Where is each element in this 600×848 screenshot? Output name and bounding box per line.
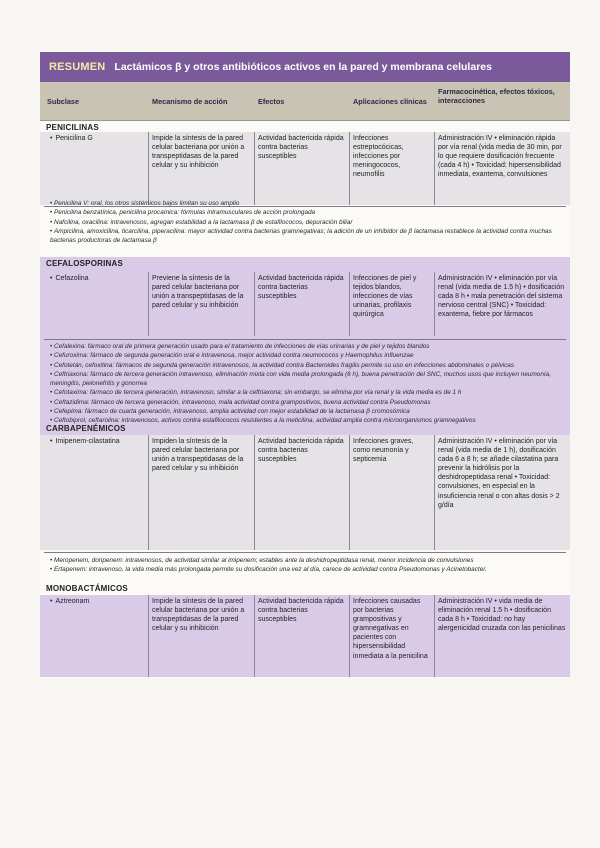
section-title-cefalosporinas: CEFALOSPORINAS	[46, 259, 124, 268]
penicilinas-efectos: Actividad bactericida rápida contra bacterias susceptibles	[258, 135, 344, 161]
divider	[349, 595, 350, 677]
summary-tag: RESUMEN	[49, 61, 106, 73]
divider	[254, 132, 255, 205]
monobactamicos-aplicaciones: Infecciones causadas por bacterias grampositivas y gramnegativas en pacientes con hipersensibilidad inmediata a la penicilina	[353, 598, 428, 660]
carbapenemicos-aplicaciones: Infecciones graves, como neumonía y septicemia	[353, 438, 414, 464]
monobactamicos-mecanismo: Impide la síntesis de la pared celular bacteriana por unión a transpeptidasas de la pared celular y su inhibición	[152, 598, 245, 633]
divider	[434, 132, 435, 205]
divider	[349, 132, 350, 205]
note-item: • Ceftobiprol, ceftarolina: intravenosos, activos contra estafilococos resistentes a la meticilina, actividad amplia contra microorganismos gramnegativos	[50, 416, 562, 425]
table-row-monobactamicos	[40, 595, 570, 677]
note-item: • Cefepima: fármaco de cuarta generación, intravenoso, amplia actividad con mejor estabilidad de la lactamasa β cromosómica	[50, 407, 562, 416]
section-title-carbapenemicos: CARBAPENÉMICOS	[46, 424, 126, 433]
col-efectos: Efectos	[258, 97, 285, 106]
note-item: • Cefotaxima: fármaco de tercera generación, intravenoso, similar a la ceftriaxona; sin embargo, se elimina por vía renal y la vida media es de 1 h	[50, 388, 562, 397]
divider	[434, 272, 435, 336]
divider	[254, 435, 255, 550]
divider	[349, 272, 350, 336]
col-mecanismo: Mecanismo de acción	[152, 97, 228, 106]
col-subclase: Subclase	[47, 97, 80, 106]
penicilinas-aplicaciones: Infecciones estreptocócicas, infecciones por meningococos, neumofilis	[353, 135, 404, 179]
carbapenemicos-mecanismo: Impiden la síntesis de la pared celular bacteriana por unión a transpeptidasas de la pared celular y su inhibición	[152, 438, 244, 473]
table-row-cefalosporinas	[40, 272, 570, 336]
penicilinas-farmacocinetica: Administración IV • eliminación rápida por vía renal (vida media de 30 min, por lo que requiere dosificación frecuente (cada 4 h) • Toxicidad: hipersensibilidad inmediata, exantema, convulsiones	[438, 135, 562, 179]
carbapenemicos-notes	[50, 556, 562, 575]
divider	[44, 552, 566, 553]
divider	[148, 272, 149, 336]
section-title-penicilinas: PENICILINAS	[46, 123, 99, 132]
note-item: • Ertapenem: intravenoso, la vida media más prolongada permite su dosificación una vez al día, carece de actividad contra Pseudomonas y Acinetobacter.	[50, 565, 562, 574]
divider	[434, 435, 435, 550]
penicilinas-mecanismo: Impide la síntesis de la pared celular bacteriana por unión a transpeptidasas de la pared celular y su inhibición	[152, 135, 245, 170]
divider	[254, 595, 255, 677]
summary-title: Lactámicos β y otros antibióticos activos en la pared y membrana celulares	[114, 61, 492, 73]
divider	[44, 339, 566, 340]
carbapenemicos-farmacocinetica: Administración IV • eliminación por vía renal (vida media de 1 h), dosificación cada 6 a 8 h; se añade cilastatina para prevenir la hidrólisis por la deshidropeptidasa renal • Toxicidad: convulsiones, en especial en la insuficiencia renal o con altas dosis > 2 g/día	[438, 438, 560, 509]
col-aplicaciones: Aplicaciones clínicas	[353, 97, 427, 106]
penicilinas-notes	[50, 199, 562, 245]
divider	[254, 272, 255, 336]
monobactamicos-efectos: Actividad bactericida rápida contra bacterias susceptibles	[258, 598, 344, 624]
summary-sheet	[40, 52, 570, 678]
note-item: • Ceftazidima: fármaco de tercera generación, intravenoso, mala actividad contra grampositivos, buena actividad contra Pseudomonas	[50, 398, 562, 407]
divider	[148, 132, 149, 205]
cefalosporinas-mecanismo: Previene la síntesis de la pared celular bacteriana por unión a transpeptidasas de la pared celular y su inhibición	[152, 275, 244, 310]
column-header-row	[40, 82, 570, 121]
carbapenemicos-efectos: Actividad bactericida rápida contra bacterias susceptibles	[258, 438, 344, 464]
note-item: • Penicilina benzatínica, penicilina procaínica: fórmulas intramusculares de acción prolongada	[50, 208, 562, 217]
drug-cefazolina: • Cefazolina	[50, 274, 89, 283]
note-item: • Cefuroxima: fármaco de segunda generación oral e intravenosa, mejor actividad contra neumococos y Haemophilus influenzae	[50, 351, 562, 360]
cefalosporinas-notes	[50, 342, 562, 426]
cefalosporinas-efectos: Actividad bactericida rápida contra bacterias susceptibles	[258, 275, 344, 301]
section-title-monobactamicos: MONOBACTÁMICOS	[46, 584, 128, 593]
monobactamicos-farmacocinetica: Administración IV • vida media de eliminación renal 1.5 h • dosificación cada 8 h • Toxicidad: no hay alergenicidad cruzada con las penicilinas	[438, 598, 566, 633]
drug-penicilina-g: • Penicilina G	[50, 134, 93, 143]
drug-imipenem: • Imipenem-cilastatina	[50, 437, 120, 446]
cefalosporinas-aplicaciones: Infecciones de piel y tejidos blandos, infecciones de vías urinarias, profilaxis quirúrgica	[353, 275, 417, 319]
table-row-carbapenemicos	[40, 435, 570, 550]
divider	[434, 595, 435, 677]
summary-banner	[40, 52, 570, 82]
note-item: • Ceftriaxona: fármaco de tercera generación intravenoso, eliminación mixta con vida media prolongada (6 h), buena penetración del SNC, muchos usos que incluyen neumonía, meningitis, pielonefritis y gonorrea	[50, 370, 562, 389]
divider	[148, 595, 149, 677]
note-item: • Ampicilina, amoxicilina, ticarcilina, piperacilina: mayor actividad contra bacterias gramnegativas; la adición de un inhibidor de β lactamasa restablece la actividad contra muchas bacterias productoras de lactamasa β	[50, 227, 562, 246]
divider	[349, 435, 350, 550]
note-item: • Meropenem, doripenem: intravenosos, de actividad similar al imipenem; estables ante la deshidropeptidasa renal, menor incidencia de convulsiones	[50, 556, 562, 565]
table-row-penicilinas	[40, 132, 570, 205]
note-item: • Cefalexina: fármaco oral de primera generación usado para el tratamiento de infecciones de vías urinarias y de piel y tejidos blandos	[50, 342, 562, 351]
cefalosporinas-farmacocinetica: Administración IV • eliminación por vía renal (vida media de 1.5 h) • dosificación cada 8 h • mala penetración del sistema nervioso central (SNC) • Toxicidad: exantema, fiebre por fármacos	[438, 275, 565, 319]
drug-aztreonam: • Aztreonam	[50, 597, 89, 606]
col-farmacocinetica: Farmacocinética, efectos tóxicos, interacciones	[438, 87, 555, 105]
note-item: • Cefotetán, cefoxitina: fármacos de segunda generación intravenosos, la actividad contra Bacteroides fragilis permite su uso en infecciones abdominales o pélvicas	[50, 361, 562, 370]
note-item: • Nafcilina, oxacilina: intravenosos, agregan estabilidad a la lactamasa β de estafilococos, depuración biliar	[50, 218, 562, 227]
note-item: • Penicilina V: oral, los otros sistémicos bajos limitan su uso amplio	[50, 199, 562, 208]
divider	[148, 435, 149, 550]
